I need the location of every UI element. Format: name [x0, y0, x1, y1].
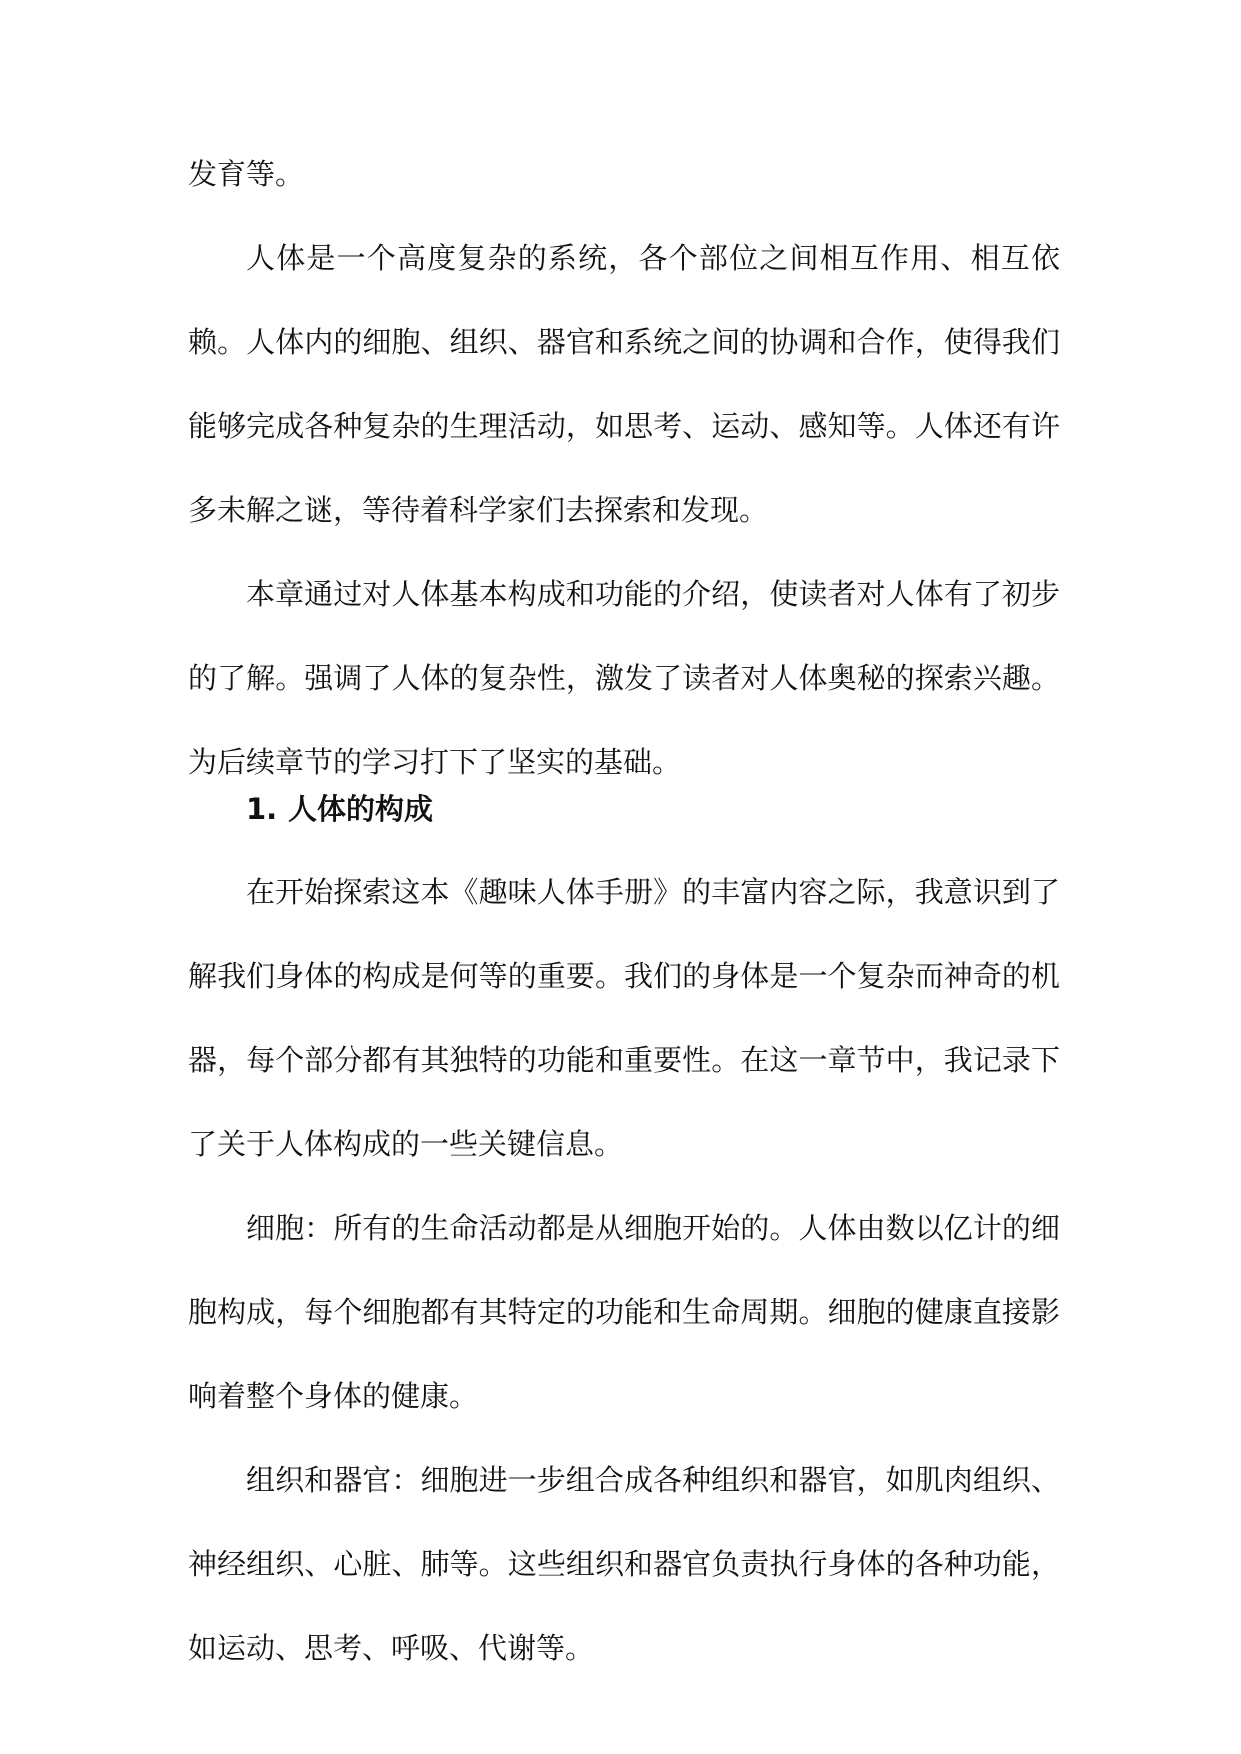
- paragraph-tissues-organs: 组织和器官：细胞进一步组合成各种组织和器官，如肌肉组织、神经组织、心脏、肺等。这些组织和器官负责执行身体的各种功能，如运动、思考、呼吸、代谢等。: [188, 1463, 1060, 1665]
- section-heading: [246, 778, 433, 840]
- paragraph-body-composition-intro: 在开始探索这本《趣味人体手册》的丰富内容之际，我意识到了解我们身体的构成是何等的重要。我们的身体是一个复杂而神奇的机器，每个部分都有其独特的功能和重要性。在这一章节中，我记录下了关于人体构成的一些关键信息。: [188, 875, 1060, 1161]
- paragraph-continuation: 发育等。: [188, 157, 305, 191]
- paragraph-cells: 细胞：所有的生命活动都是从细胞开始的。人体由数以亿计的细胞构成，每个细胞都有其特定的功能和生命周期。细胞的健康直接影响着整个身体的健康。: [188, 1211, 1060, 1413]
- section-number: 1.: [246, 792, 278, 826]
- paragraph-chapter-summary: 本章通过对人体基本构成和功能的介绍，使读者对人体有了初步的了解。强调了人体的复杂性，激发了读者对人体奥秘的探索兴趣。为后续章节的学习打下了坚实的基础。: [188, 577, 1060, 779]
- paragraph-human-complex-system: 人体是一个高度复杂的系统，各个部位之间相互作用、相互依赖。人体内的细胞、组织、器官和系统之间的协调和合作，使得我们能够完成各种复杂的生理活动，如思考、运动、感知等。人体还有许多未解之谜，等待着科学家们去探索和发现。: [188, 241, 1060, 527]
- section-title: 人体的构成: [288, 792, 434, 826]
